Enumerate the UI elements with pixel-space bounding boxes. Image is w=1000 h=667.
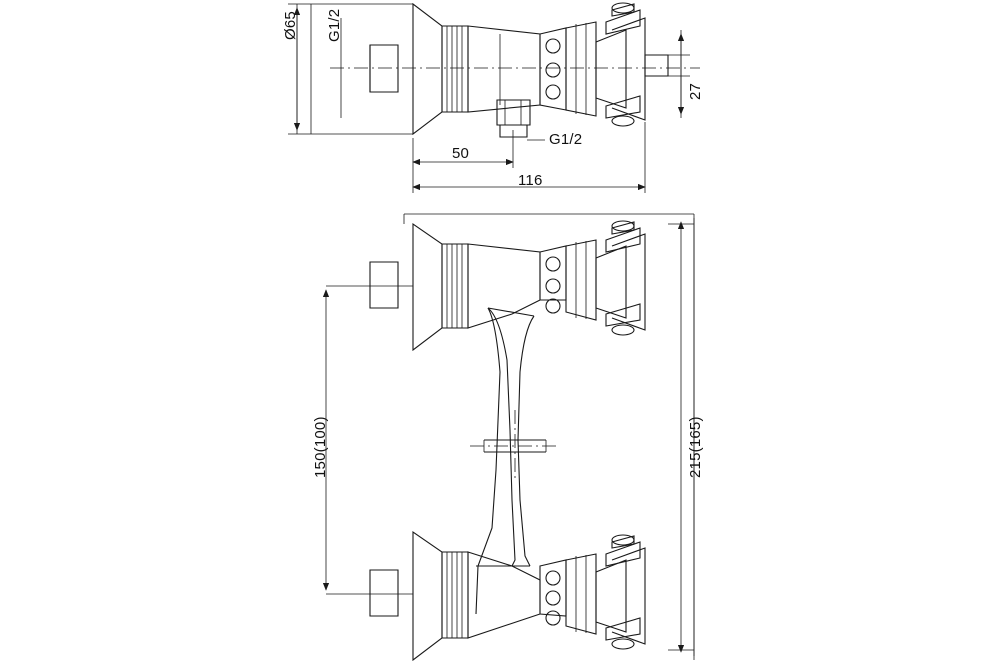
dim-label-center-distance: 150(100) [312,416,329,478]
dim-label-total-depth-116: 116 [518,172,543,189]
front-elevation-geometry [370,214,694,660]
dim-label-diameter: Ø65 [282,11,299,40]
dim-label-overall-height: 215(165) [687,416,704,478]
dim-label-outlet-thread: G1/2 [549,131,583,148]
side-elevation-geometry [311,3,700,137]
dim-label-depth-50: 50 [452,145,470,162]
dim-label-height-27: 27 [687,82,704,100]
dim-label-inlet-thread: G1/2 [326,8,343,42]
